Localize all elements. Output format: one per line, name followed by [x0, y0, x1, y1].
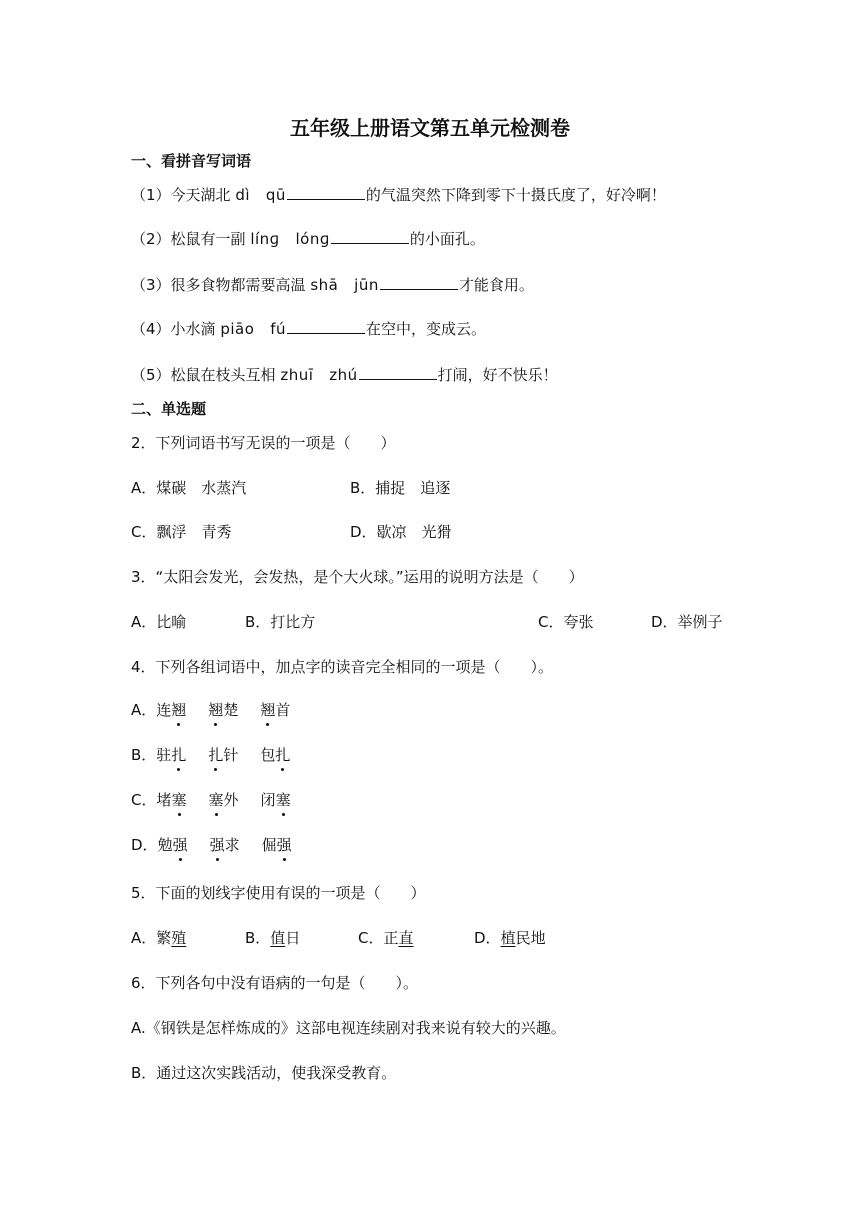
q4-option-a[interactable] — [131, 700, 290, 720]
dotted-char: 翘 — [171, 701, 187, 719]
option-label: B． — [131, 746, 157, 764]
q3-option-c[interactable]: C．夸张 — [538, 613, 594, 631]
item-text-after: 打闹，好不快乐！ — [437, 366, 558, 384]
answer-blank[interactable] — [287, 319, 365, 334]
char: 连 — [156, 701, 172, 719]
char: 驻 — [156, 746, 172, 764]
char: 包 — [260, 746, 276, 764]
underlined-char: 植 — [500, 929, 516, 947]
q3-option-b[interactable]: B．打比方 — [245, 613, 316, 631]
char: 勉 — [157, 836, 173, 854]
q5-option-a[interactable] — [131, 928, 186, 948]
char: 楚 — [223, 701, 239, 719]
question-5-stem: 5．下面的划线字使用有误的一项是（ ） — [131, 884, 426, 902]
item-text-before: 很多食物都需要高温 — [170, 276, 306, 294]
char: 正 — [383, 929, 399, 947]
dotted-char: 强 — [172, 836, 188, 854]
char: 外 — [223, 791, 239, 809]
option-label: C． — [358, 929, 384, 947]
question-3-stem: 3．“太阳会发光，会发热，是个大火球。”运用的说明方法是（ ） — [131, 568, 584, 586]
q6-option-a[interactable]: A.《钢铁是怎样炼成的》这部电视连续剧对我来说有较大的兴趣。 — [131, 1019, 566, 1037]
question-2-stem: 2．下列词语书写无误的一项是（ ） — [131, 434, 396, 452]
char: 日 — [285, 929, 301, 947]
pinyin-item-4 — [131, 319, 486, 339]
q6-option-b[interactable]: B．通过这次实践活动，使我深受教育。 — [131, 1064, 397, 1082]
item-text-after: 的气温突然下降到零下十摄氏度了，好冷啊！ — [365, 186, 666, 204]
page-title: 五年级上册语文第五单元检测卷 — [290, 116, 570, 140]
q2-option-c[interactable]: C．飘浮 青秀 — [131, 523, 232, 541]
q3-option-a[interactable]: A．比喻 — [131, 613, 187, 631]
section-1-heading: 一、看拼音写词语 — [131, 152, 252, 170]
q4-option-d[interactable] — [131, 835, 292, 855]
q2-option-a[interactable]: A．煤碳 水蒸汽 — [131, 479, 247, 497]
q5-option-d[interactable] — [474, 928, 546, 948]
dotted-char: 扎 — [171, 746, 187, 764]
option-label: D． — [474, 929, 501, 947]
pinyin-item-3 — [131, 275, 534, 295]
item-number: （4） — [131, 320, 171, 338]
dotted-char: 强 — [276, 836, 292, 854]
item-number: （2） — [131, 230, 171, 248]
char: 民地 — [515, 929, 546, 947]
char: 倔 — [261, 836, 277, 854]
pinyin: shā jūn — [310, 276, 379, 294]
pinyin: dì qū — [235, 186, 286, 204]
dotted-char: 扎 — [275, 746, 291, 764]
item-text-before: 松鼠在枝头互相 — [170, 366, 276, 384]
q5-option-b[interactable] — [245, 928, 300, 948]
q3-option-d[interactable]: D．举例子 — [651, 613, 723, 631]
dotted-char: 扎 — [208, 746, 224, 764]
dotted-char: 强 — [209, 836, 225, 854]
pinyin: zhuī zhú — [280, 366, 358, 384]
pinyin: piāo fú — [220, 320, 286, 338]
char: 求 — [224, 836, 240, 854]
q2-option-b[interactable]: B．捕捉 追逐 — [350, 479, 451, 497]
dotted-char: 塞 — [275, 791, 291, 809]
char: 堵 — [156, 791, 172, 809]
option-label: B． — [245, 929, 271, 947]
char: 针 — [223, 746, 239, 764]
question-6-stem: 6．下列各句中没有语病的一句是（ ）。 — [131, 974, 419, 992]
q2-option-d[interactable]: D．歇凉 光猾 — [350, 523, 452, 541]
option-label: A． — [131, 929, 157, 947]
dotted-char: 翘 — [208, 701, 224, 719]
answer-blank[interactable] — [359, 365, 437, 380]
option-label: D． — [131, 836, 158, 854]
item-number: （1） — [131, 186, 171, 204]
underlined-char: 值 — [270, 929, 286, 947]
dotted-char: 塞 — [208, 791, 224, 809]
pinyin-item-1 — [131, 185, 666, 205]
q4-option-c[interactable] — [131, 790, 291, 810]
item-text-after: 才能食用。 — [458, 276, 534, 294]
answer-blank[interactable] — [331, 229, 409, 244]
char: 闭 — [260, 791, 276, 809]
item-text-before: 今天湖北 — [170, 186, 231, 204]
dotted-char: 塞 — [171, 791, 187, 809]
pinyin: línɡ lónɡ — [250, 230, 330, 248]
question-4-stem: 4．下列各组词语中，加点字的读音完全相同的一项是（ ）。 — [131, 658, 554, 676]
option-label: C． — [131, 791, 157, 809]
item-text-before: 小水滴 — [170, 320, 216, 338]
underlined-char: 殖 — [171, 929, 187, 947]
pinyin-item-2 — [131, 229, 485, 249]
q5-option-c[interactable] — [358, 928, 414, 948]
pinyin-item-5 — [131, 365, 558, 385]
answer-blank[interactable] — [287, 185, 365, 200]
item-text-after: 在空中，变成云。 — [366, 320, 487, 338]
item-number: （3） — [131, 276, 171, 294]
answer-blank[interactable] — [380, 275, 458, 290]
char: 首 — [275, 701, 291, 719]
option-label: A． — [131, 701, 157, 719]
underlined-char: 直 — [398, 929, 414, 947]
char: 繁 — [156, 929, 172, 947]
item-text-after: 的小面孔。 — [409, 230, 485, 248]
item-text-before: 松鼠有一副 — [170, 230, 246, 248]
item-number: （5） — [131, 366, 171, 384]
dotted-char: 翘 — [260, 701, 276, 719]
section-2-heading: 二、单选题 — [131, 400, 207, 418]
q4-option-b[interactable] — [131, 745, 290, 765]
